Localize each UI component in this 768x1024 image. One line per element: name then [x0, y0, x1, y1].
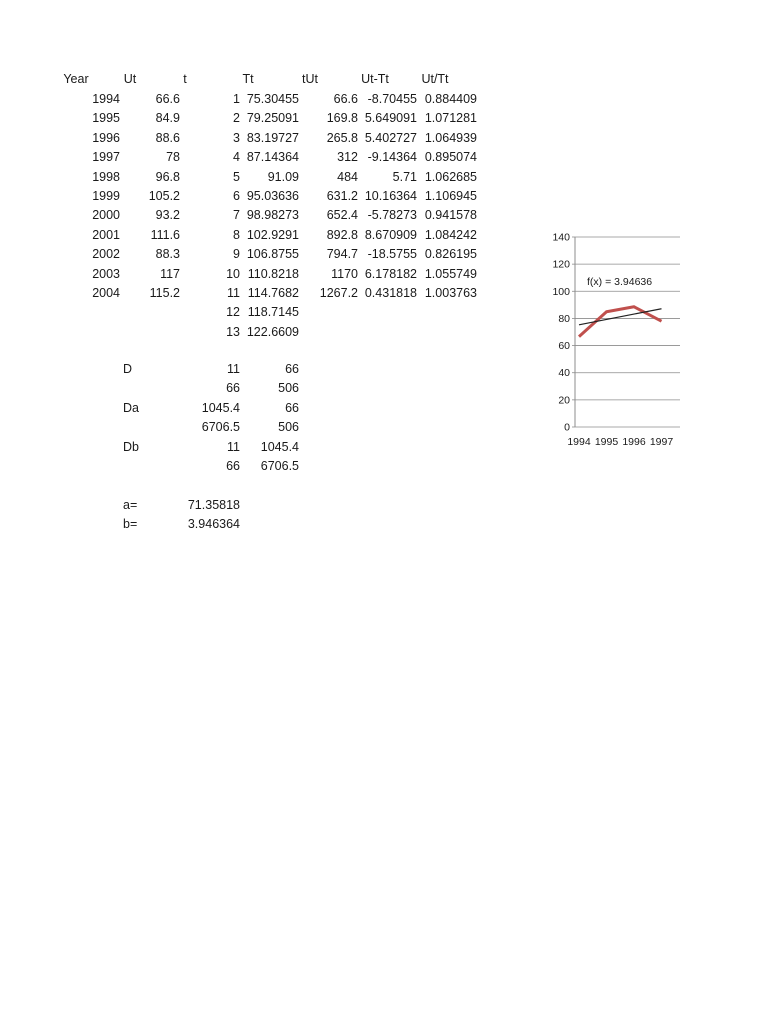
- table-cell[interactable]: 0.895074: [424, 150, 477, 165]
- y-tick-label: 0: [564, 421, 570, 434]
- table-cell[interactable]: 0.431818: [364, 286, 417, 300]
- x-tick-label: 1995: [594, 436, 619, 448]
- table-cell[interactable]: 5.402727: [364, 130, 417, 145]
- table-cell[interactable]: 794.7: [326, 247, 358, 262]
- table-cell[interactable]: -18.5755: [367, 247, 417, 262]
- table-cell[interactable]: 98.98273: [246, 208, 299, 223]
- table-cell[interactable]: 2003: [92, 266, 120, 281]
- chart-y-ticks: [552, 232, 570, 434]
- y-tick-label: 20: [558, 394, 570, 407]
- table-cell[interactable]: 105.2: [148, 189, 180, 203]
- table-cell[interactable]: 83.19727: [246, 130, 299, 145]
- column-header[interactable]: Ut: [123, 72, 137, 86]
- table-cell[interactable]: 75.30455: [246, 92, 299, 106]
- y-tick-label: 60: [558, 340, 570, 353]
- table-cell[interactable]: 2002: [92, 247, 120, 262]
- table-cell[interactable]: 118.7145: [247, 305, 299, 320]
- column-header[interactable]: Ut/Tt: [421, 72, 449, 86]
- table-cell[interactable]: 1.084242: [424, 227, 477, 242]
- table-cell[interactable]: 312: [337, 150, 358, 165]
- table-cell[interactable]: 66.6: [333, 92, 358, 106]
- table-cell[interactable]: 115.2: [149, 286, 180, 300]
- table-cell[interactable]: 91.09: [267, 169, 299, 184]
- trend-chart[interactable]: [540, 228, 674, 456]
- determinant-value[interactable]: 66: [285, 400, 299, 415]
- y-tick-label: 140: [552, 231, 570, 244]
- table-cell[interactable]: 114.7682: [247, 286, 299, 300]
- column-header[interactable]: tUt: [302, 72, 318, 86]
- table-cell[interactable]: 2: [233, 111, 240, 126]
- column-header[interactable]: Ut-Tt: [361, 72, 389, 86]
- table-cell[interactable]: 1: [233, 92, 240, 106]
- determinant-label[interactable]: Db: [123, 439, 139, 454]
- table-cell[interactable]: 1.062685: [424, 169, 477, 184]
- table-cell[interactable]: 169.8: [326, 111, 358, 126]
- determinant-value[interactable]: 1045.4: [201, 400, 240, 415]
- table-cell[interactable]: 6: [233, 189, 240, 203]
- table-cell[interactable]: 5: [233, 169, 240, 184]
- table-cell[interactable]: 13: [226, 324, 240, 339]
- table-cell[interactable]: 1997: [92, 150, 120, 165]
- table-cell[interactable]: 87.14364: [246, 150, 299, 165]
- table-cell[interactable]: -5.78273: [367, 208, 417, 223]
- table-cell[interactable]: 4: [233, 150, 240, 165]
- x-tick-label: 1996: [622, 436, 646, 448]
- determinant-value[interactable]: 6706.5: [260, 459, 299, 473]
- table-cell[interactable]: 5.71: [392, 169, 417, 184]
- table-cell[interactable]: -9.14364: [367, 150, 417, 165]
- table-cell[interactable]: 0.884409: [424, 92, 477, 106]
- table-cell[interactable]: 7: [233, 208, 240, 223]
- table-cell[interactable]: 0.941578: [424, 208, 477, 223]
- x-tick-label: 1997: [649, 436, 674, 448]
- chart-svg: [540, 228, 674, 456]
- determinant-value[interactable]: 506: [278, 420, 299, 435]
- table-cell[interactable]: 95.03636: [246, 189, 299, 203]
- table-cell[interactable]: 1170: [331, 266, 358, 281]
- series-line-trend: [579, 309, 662, 325]
- determinant-value[interactable]: 506: [278, 381, 299, 396]
- table-cell[interactable]: 652.4: [326, 208, 358, 223]
- chart-series: [579, 307, 662, 337]
- table-cell[interactable]: 1.003763: [424, 286, 477, 300]
- table-cell[interactable]: 484: [337, 169, 358, 184]
- chart-x-ticks: [567, 436, 673, 448]
- table-cell[interactable]: 66.6: [155, 92, 180, 106]
- table-cell[interactable]: 1999: [92, 189, 120, 203]
- y-tick-label: 40: [558, 367, 570, 380]
- table-cell[interactable]: 3: [233, 130, 240, 145]
- determinant-value[interactable]: 1045.4: [260, 439, 299, 454]
- y-tick-label: 100: [552, 285, 570, 298]
- table-cell[interactable]: 84.9: [155, 111, 180, 126]
- table-cell[interactable]: 117: [160, 266, 180, 281]
- table-cell[interactable]: 122.6609: [246, 324, 299, 339]
- table-cell[interactable]: 10.16364: [364, 189, 417, 203]
- determinant-value[interactable]: 6706.5: [201, 420, 240, 435]
- table-cell[interactable]: 1994: [92, 92, 120, 106]
- determinant-label[interactable]: Da: [123, 400, 139, 415]
- determinant-value[interactable]: 66: [226, 459, 240, 473]
- coefficient-value[interactable]: 3.946364: [187, 517, 240, 532]
- table-cell[interactable]: -8.70455: [367, 92, 417, 106]
- table-cell[interactable]: 88.3: [155, 247, 180, 262]
- table-cell[interactable]: 10: [226, 266, 240, 281]
- table-cell[interactable]: 1.055749: [424, 266, 477, 281]
- determinant-value[interactable]: 11: [227, 362, 240, 376]
- column-header[interactable]: t: [183, 72, 187, 86]
- coefficient-label[interactable]: b=: [123, 517, 138, 532]
- determinant-value[interactable]: 11: [227, 439, 240, 454]
- table-cell[interactable]: 1267.2: [319, 286, 358, 300]
- table-cell[interactable]: 2001: [92, 227, 120, 242]
- table-cell[interactable]: 106.8755: [246, 247, 299, 262]
- determinant-label[interactable]: D: [123, 362, 133, 376]
- table-cell[interactable]: 12: [226, 305, 240, 320]
- table-cell[interactable]: 0.826195: [424, 247, 477, 262]
- table-cell[interactable]: 111.6: [150, 227, 180, 242]
- table-cell[interactable]: 102.9291: [246, 227, 299, 242]
- trendline-equation: f(x) = 3.94636: [587, 276, 653, 288]
- table-cell[interactable]: 631.2: [326, 189, 358, 203]
- table-cell[interactable]: 1.071281: [424, 111, 477, 126]
- table-cell[interactable]: 88.6: [155, 130, 180, 145]
- table-cell[interactable]: 1995: [92, 111, 120, 126]
- table-cell[interactable]: 892.8: [326, 227, 358, 242]
- table-cell[interactable]: 110.8218: [247, 266, 299, 281]
- y-tick-label: 80: [558, 312, 570, 325]
- table-cell[interactable]: 1.064939: [424, 130, 477, 145]
- table-cell[interactable]: 1998: [92, 169, 120, 184]
- column-header[interactable]: Year: [63, 72, 89, 86]
- determinant-value[interactable]: 66: [226, 381, 240, 396]
- column-header[interactable]: Tt: [242, 72, 254, 86]
- table-cell[interactable]: 2000: [92, 208, 120, 223]
- y-tick-label: 120: [552, 258, 570, 271]
- table-cell[interactable]: 8: [233, 227, 240, 242]
- table-cell[interactable]: 1996: [92, 130, 120, 145]
- table-cell[interactable]: 9: [233, 247, 240, 262]
- table-cell[interactable]: 11: [227, 286, 240, 300]
- determinant-value[interactable]: 66: [285, 362, 299, 376]
- chart-gridlines: [572, 237, 680, 427]
- table-cell[interactable]: 1.106945: [424, 189, 477, 203]
- table-cell[interactable]: 79.25091: [246, 111, 299, 126]
- table-cell[interactable]: 93.2: [155, 208, 180, 223]
- table-cell[interactable]: 78: [166, 150, 180, 165]
- coefficient-value[interactable]: 71.35818: [187, 498, 240, 512]
- table-cell[interactable]: 6.178182: [364, 266, 417, 281]
- x-tick-label: 1994: [567, 436, 591, 448]
- table-cell[interactable]: 8.670909: [364, 227, 417, 242]
- table-cell[interactable]: 2004: [92, 286, 120, 300]
- table-cell[interactable]: 96.8: [155, 169, 180, 184]
- coefficient-label[interactable]: a=: [123, 498, 138, 512]
- table-cell[interactable]: 265.8: [326, 130, 358, 145]
- table-cell[interactable]: 5.649091: [364, 111, 417, 126]
